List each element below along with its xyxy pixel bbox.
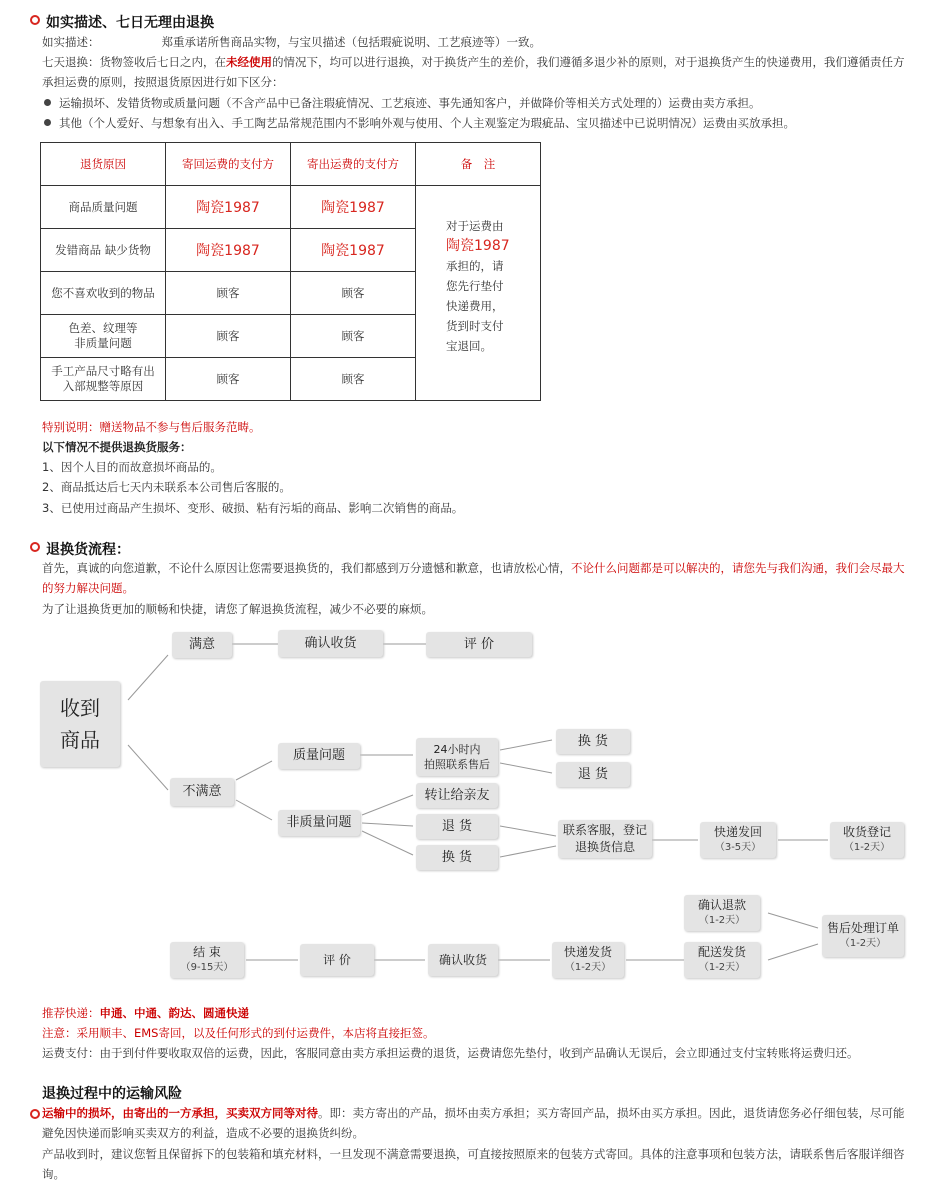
table-cell-reason: 商品质量问题: [41, 186, 166, 229]
table-cell-reason: 您不喜欢收到的物品: [41, 272, 166, 315]
flow-node-non-quality-issue: 非质量问题: [278, 810, 360, 836]
flow-node-confirm-receipt: 确认收货: [278, 630, 383, 657]
flow-node-end: 结 束 （9-15天）: [170, 942, 244, 978]
flow-node-contact-service: 联系客服，登记 退换货信息: [558, 820, 652, 858]
flow-node-ship: 配送发货 （1-2天）: [684, 942, 760, 978]
flow-node-within-24h: 24小时内 拍照联系售后: [416, 738, 498, 776]
no-return-heading: 以下情况不提供退换货服务：: [42, 440, 192, 454]
flow-node-transfer-to-friend: 转让给亲友: [416, 783, 498, 808]
flow-node-review-2: 评 价: [300, 944, 374, 976]
flow-node-exchange-2: 换 货: [416, 845, 498, 870]
flow-node-quality-issue: 质量问题: [278, 743, 360, 769]
flow-node-confirm-refund: 确认退款 （1-2天）: [684, 895, 760, 931]
table-header: 寄出运费的支付方: [291, 143, 416, 186]
table-cell-reason: 手工产品尺寸略有出 入部规整等原因: [41, 358, 166, 401]
flow-intro-text: 为了让退换货更加的顺畅和快捷，请您了解退换货流程，减少不必要的麻烦。: [42, 602, 433, 616]
flow-node-express-back: 快递发回 （3-5天）: [700, 822, 776, 858]
apology-paragraph: 首先，真诚的向您道歉，不论什么原因让您需要退换货的，我们都感到万分遗憾和歉意，也请放松心情，不论什么问题都是可以解决的，请您先与我们沟通，我们会尽最大的努力解决问题。: [42, 561, 905, 595]
flow-node-satisfied: 满意: [172, 632, 232, 658]
shipping-payment-text: 运费支付：由于到付件要收取双倍的运费，因此，客服同意由卖方承担运费的退货，运费请您先垫付，收到产品确认无误后，会立即通过支付宝转账将运费归还。: [42, 1046, 859, 1060]
list-item: 1、因个人目的而故意损坏商品的。: [42, 460, 222, 474]
flow-node-process-order: 售后处理订单 （1-2天）: [822, 915, 904, 957]
table-header: 寄回运费的支付方: [166, 143, 291, 186]
bullet-item-buyer-pays: 其他（个人爱好、与想象有出入、手工陶艺品常规范围内不影响外观与使用、个人主观鉴定为瑕疵品、宝贝描述中已说明情况）运费由买放承担。: [44, 113, 914, 133]
shipping-warning: 注意：采用顺丰、EMS寄回，以及任何形式的到付运费件，本店将直接拒签。: [42, 1026, 435, 1040]
accurate-description-line: 如实描述： 郑重承诺所售商品实物，与宝贝描述（包括瑕疵说明、工艺痕迹等）一致。: [42, 35, 541, 49]
section-title-return-policy: 如实描述、七日无理由退换: [30, 12, 214, 32]
flow-node-return: 退 货: [556, 762, 630, 787]
flow-node-receipt-registration: 收货登记 （1-2天）: [830, 822, 904, 858]
seven-day-return-text: 七天退换：货物签收后七日之内，在未经使用的情况下，均可以进行退换，对于换货产生的差价，我们遵循多退少补的原则，对于退换货产生的快递费用，我们遵循责任方承担运费的原则，按照退货原因进行如下区分：: [42, 55, 905, 89]
bullet-item-seller-pays: 运输损坏、发错货物或质量问题（不含产品中已备注瑕疵情况、工艺痕迹、事先通知客户，并做降价等相关方式处理的）运费由卖方承担。: [44, 93, 914, 113]
flow-node-exchange: 换 货: [556, 729, 630, 754]
table-cell-brand: 陶瓷1987: [291, 186, 416, 229]
table-cell-payer: 顾客: [166, 272, 291, 315]
section-title-return-flow: 退换货流程：: [30, 539, 130, 559]
table-cell-brand: 陶瓷1987: [166, 186, 291, 229]
packaging-advice-paragraph: 产品收到时，建议您暂且保留拆下的包装箱和填充材料，一旦发现不满意需要退换，可直接按照原来的包装方式寄回。具体的注意事项和包装方法，请联系售后客服详细咨询。: [42, 1147, 905, 1181]
table-header: 备 注: [416, 143, 541, 186]
list-item: 3、已使用过商品产生损坏、变形、破损、粘有污垢的商品、影响二次销售的商品。: [42, 501, 464, 515]
circle-bullet-icon: [30, 1109, 40, 1119]
table-cell-reason: 色差、纹理等 非质量问题: [41, 315, 166, 358]
table-cell-payer: 顾客: [166, 358, 291, 401]
special-note-gifts: 特别说明：赠送物品不参与售后服务范畴。: [42, 420, 261, 434]
section-title-shipping-risk: 退换过程中的运输风险: [42, 1086, 182, 1102]
table-cell-brand: 陶瓷1987: [291, 229, 416, 272]
table-cell-payer: 顾客: [291, 315, 416, 358]
list-item: 2、商品抵达后七天内未联系本公司售后客服的。: [42, 480, 291, 494]
table-cell-payer: 顾客: [291, 358, 416, 401]
table-cell-payer: 顾客: [166, 315, 291, 358]
table-header: 退货原因: [41, 143, 166, 186]
flow-node-review: 评 价: [426, 632, 532, 657]
table-note-cell: 对于运费由 陶瓷1987 承担的，请 您先行垫付 快递费用， 货到时支付 宝退回。: [416, 186, 541, 401]
table-cell-reason: 发错商品 缺少货物: [41, 229, 166, 272]
flow-node-express-ship: 快递发货 （1-2天）: [552, 942, 624, 978]
recommended-couriers: 推荐快递：申通、中通、韵达、圆通快递: [42, 1006, 249, 1020]
flow-node-confirm-receipt-2: 确认收货: [428, 944, 498, 976]
table-cell-brand: 陶瓷1987: [166, 229, 291, 272]
flow-node-unsatisfied: 不满意: [170, 778, 234, 806]
table-cell-payer: 顾客: [291, 272, 416, 315]
flow-node-receive: 收到 商品: [40, 681, 120, 767]
flow-node-return-2: 退 货: [416, 814, 498, 839]
shipping-risk-paragraph: 运输中的损坏，由寄出的一方承担，买卖双方同等对待。即：卖方寄出的产品，损坏由卖方承担；买方寄回产品，损坏由买方承担。因此，退货请您务必仔细包装，尽可能避免因快递而影响买卖双方的利益，造成不必要的退换货纠纷。: [42, 1103, 912, 1143]
